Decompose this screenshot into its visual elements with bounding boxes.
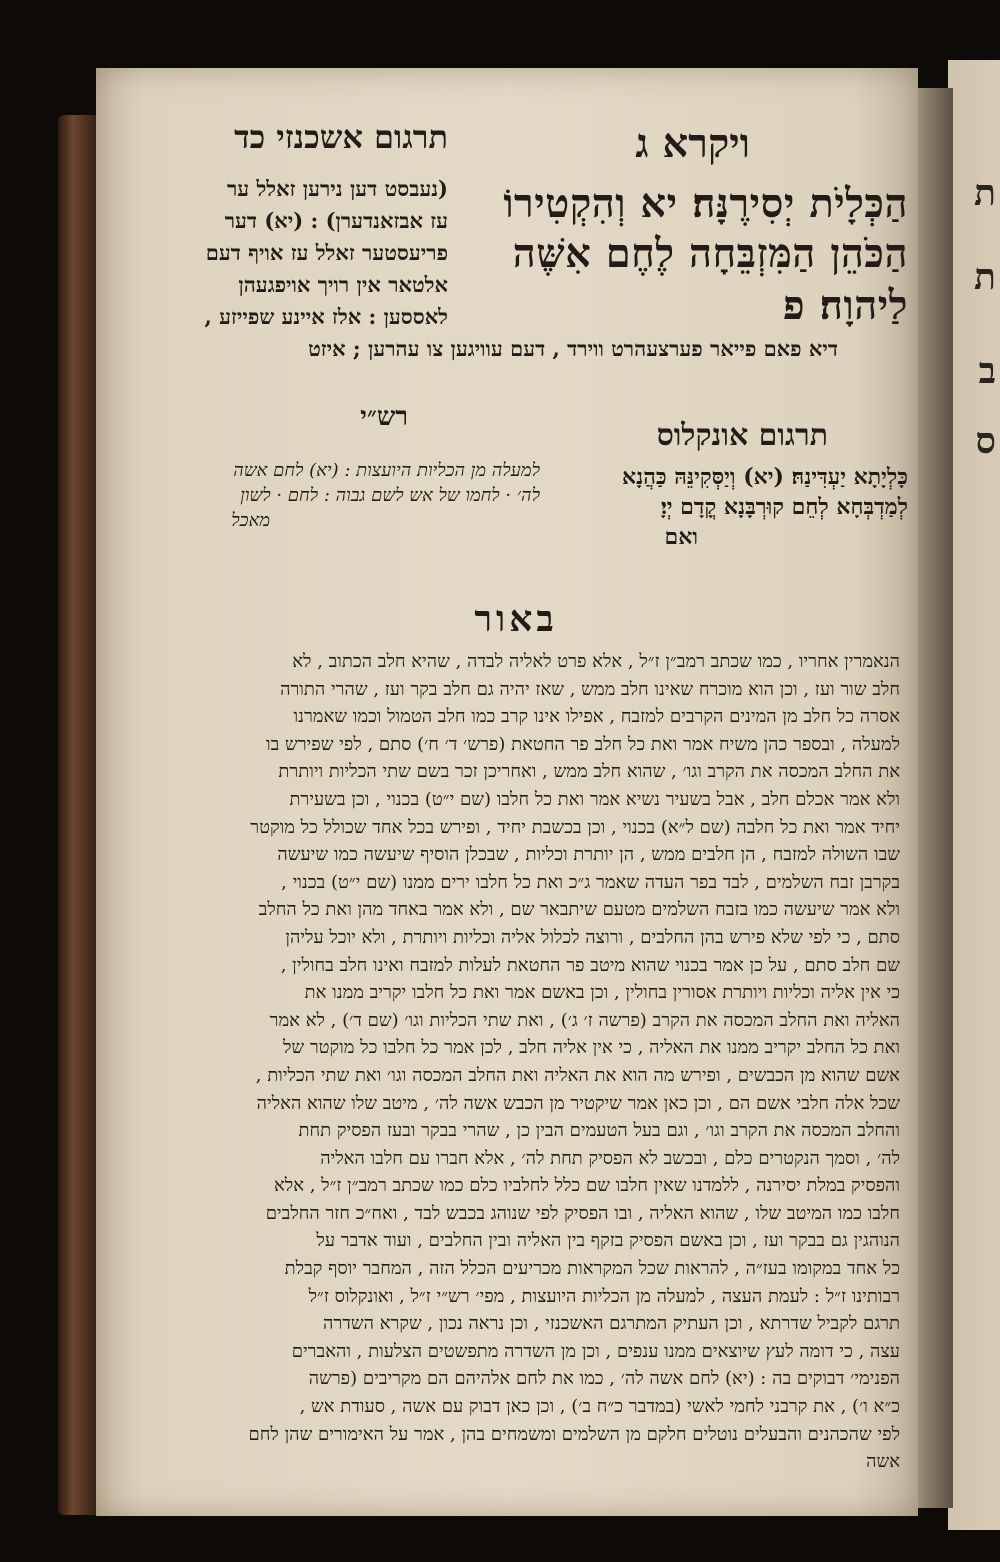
biur-text — [188, 648, 900, 1476]
onkelos-title: תרגום אונקלוס — [656, 418, 828, 453]
biur-line: ולא אמר אכלם חלב , אבל בשעיר נשיא אמר ואת כל חלבו (שם י״ט) בכנוי , וכן בשעירת — [289, 788, 900, 810]
biur-line: שבו השולה למזבח , הן חלבים ממש , הן יותרת וכליות , שבכלן הוסיף שיעשה כמו שיעשה — [277, 844, 900, 866]
translation-line: (נעבסט דען נירען זאלל ער — [226, 176, 448, 201]
translation-line: אלטאר אין רויך אויפגעהן — [238, 272, 448, 297]
translation-line: עז אבזאנדערן) : (יא) דער — [224, 208, 448, 233]
biur-line: כל אחד במקומו בעז״ה , להראות שכל המקראות מכריעים הכלל הזה , המחבר יוסף קבלת — [284, 1258, 900, 1280]
rashi-title: רש״י — [360, 402, 408, 432]
translation-line: לאססען : אלז איינע שפייזע , — [204, 304, 448, 329]
verse-line: הַכְּלָיֹת יְסִירֶנָּה׃ יא וְהִקְטִירוֹ — [503, 180, 908, 227]
biur-line: כי אין אליה וכליות ויותרת אסורין בחולין , וכן באשם אמר ואת כל חלבו יקריב ממנו את — [304, 982, 900, 1004]
biur-line: לפי שהכהנים והבעלים נוטלים חלקם מן השלמים ומשמחים בהן , אמר על האימורים שהן לחם — [248, 1423, 900, 1445]
biur-line: האליה ואת החלב המכסה את הקרב (פרשה ז׳ ג׳) , ואת שתי הכליות וגו׳ (שם ד׳) , לא אמר — [269, 1009, 900, 1031]
biur-line: שם חלב סתם , על כן אמר בכנוי שהוא מיטב פר החטאת לעלות למזבח ואינו חלב בחולין , — [280, 954, 900, 976]
facing-page-edge — [948, 60, 1000, 1530]
biur-line: אסרה כל חלב מן המינים הקרבים למזבח , אפילו אינו קרב כמו חלב הטמול וכמו שאמרנו — [293, 706, 900, 728]
biur-line: עצה , כי דומה לעץ שיוצאים ממנו ענפים , וכן מן השדרה מתפשטים הצלעות , והאברים — [291, 1340, 900, 1362]
biur-line: אשם שהוא מן הכבשים , ופירש מה הוא את האליה ואת החלב המכסה וגו׳ ואת שתי הכליות , — [255, 1064, 900, 1086]
running-header-targum: תרגום אשכנזי כד — [234, 118, 448, 156]
biur-line: יחיד אמר ואת כל חלבה (שם ל״א) בכנוי , וכן בכשבת יחיד , ופירש בכל אחד שכולל כל מוקטר — [250, 816, 900, 838]
verse-line: לַיהוָה׃ פ — [782, 282, 908, 329]
onkelos-line: כָּלְיָתָא יַעְדִּינַהּ׃ (יא) וְיַסְּקִינֵּהּ כַּהֲנָא — [621, 464, 908, 490]
biur-line: הנוהגין גם בבקר ועז , וכן באשם הפסיק בזקף בין האליה ובין החלבים , ועוד אדבר על — [316, 1230, 900, 1252]
verse-text — [438, 180, 908, 332]
biur-line: רבותינו ז״ל : לעמת העצה , למעלה מן הכליות היועצות , מפי׳ רש״י ז״ל , ואונקלוס ז״ל — [308, 1285, 900, 1307]
yiddish-translation — [188, 176, 448, 336]
facing-page-letter: ס — [975, 420, 996, 462]
translation-line: פריעסטער זאלל עז אויף דעם — [205, 240, 448, 265]
rashi-line: לה׳ · לחמו של אש לשם גבוה : לחם · לשון — [240, 485, 540, 506]
facing-page-letter: ב — [978, 350, 996, 392]
running-header-book: ויקרא ג — [635, 120, 750, 167]
biur-line: בקרבן זבח השלמים , לבד בפר העדה שאמר ג״כ ואת כל חלבו ירים ממנו (שם י״ט) בכנוי , — [281, 871, 900, 893]
biur-line: הפנימי׳ דבוקים בה : (יא) לחם אשה לה׳ , כמו את לחם אלהיהם הם מקריבים (פרשה — [308, 1368, 900, 1390]
book-page — [96, 68, 918, 1516]
biur-line: והחלב המכסה את הקרב וגו׳ , וגם בעל הטעמים הבין כן , שהרי בבקר ובעז הפסיק תחת — [298, 1120, 900, 1142]
facing-page-letter: ת — [974, 172, 996, 214]
biur-title: באור — [474, 598, 558, 640]
verse-line: הַכֹּהֵן הַמִּזְבֵּחָה לֶחֶם אִשֶּׁה — [512, 230, 908, 277]
onkelos-line: ואם — [664, 524, 698, 550]
biur-line: חלבו כמו המיטב שלו , שהוא האליה , ובו הפסיק לפי שנוהג בכבש לבד , ואח״כ חזר החלבים — [265, 1202, 900, 1224]
biur-line: ואת כל החלב יקריב ממנו את האליה , כי אין אליה חלב , לכן אמר כל חלבו כל מוקטר של — [282, 1037, 900, 1059]
onkelos-line: לְמַדְבְּחָא לְחֵם קוּרְבָּנָא קֳדָם יְיָ׃ — [660, 494, 908, 520]
rashi-text — [200, 460, 540, 535]
biur-line: את החלב המכסה את הקרב וגו׳ , שהוא חלב ממש , ואחריכן זכר בשם שתי הכליות ויותרת — [278, 761, 900, 783]
biur-line: תרגם לקביל שדרתא , וכן העתיק המתרגם האשכנזי , וכן נראה נכון , שקרא השדרה — [323, 1313, 900, 1335]
onkelos-text — [558, 464, 908, 554]
rashi-line: למעלה מן הכליות היועצות : (יא) לחם אשה — [233, 460, 540, 481]
book-spine — [58, 115, 100, 1515]
biur-line: חלב שור ועז , וכן הוא מוכרח שאינו חלב ממש , שאז יהיה גם חלב בקר ועז , שהרי התורה — [280, 678, 900, 700]
biur-line: כ״א ו׳) , את קרבני לחמי לאשי (במדבר כ״ח ב׳) , וכן כאן דבוק עם אשה , סעודת אש , — [299, 1396, 900, 1418]
biur-line: שכל אלה חלבי אשם הם , וכן כאן אמר שיקטיר מן הכבש אשה לה׳ , מיטב שלו שהוא האליה — [256, 1092, 900, 1114]
biur-line: סתם , כי לפי שלא פירש בהן החלבים , ורוצה לכלול אליה וכליות ויותרת , ולא יוכל עליהן — [285, 926, 900, 948]
biur-line: למעלה , ובספר כהן משיח אמר ואת כל חלב פר החטאת (פרש׳ ד׳ ח׳) סתם , לפי שפירש בו — [265, 733, 900, 755]
facing-page-letter: ת — [974, 256, 996, 298]
biur-line: אשה — [866, 1451, 900, 1473]
biur-line: ולא אמר שיעשה כמו בזבח השלמים מטעם שיתבאר שם , ולא אמר באחד מהן ואת כל החלב — [258, 899, 900, 921]
biur-line: והפסיק במלת יסירנה , ללמדנו שאין חלבו שם כלל לחלביו כלם כמו שכתב רמב״ן ז״ל , אלא — [273, 1175, 900, 1197]
rashi-line: מאכל — [231, 510, 270, 531]
translation-line-full: דיא פאם פייאר פערצעהרט ווירד , דעם עוויגען צו עהרען ; איזט — [308, 336, 838, 361]
biur-line: הנאמרין אחריו , כמו שכתב רמב״ן ז״ל , אלא פרט לאליה לבדה , שהיא חלב הכתוב , לא — [292, 651, 900, 672]
biur-line: לה׳ , וסמך הנקטרים כלם , ובכשב לא הפסיק תחת לה׳ , אלא חברו עם חלבו האליה — [320, 1147, 900, 1169]
